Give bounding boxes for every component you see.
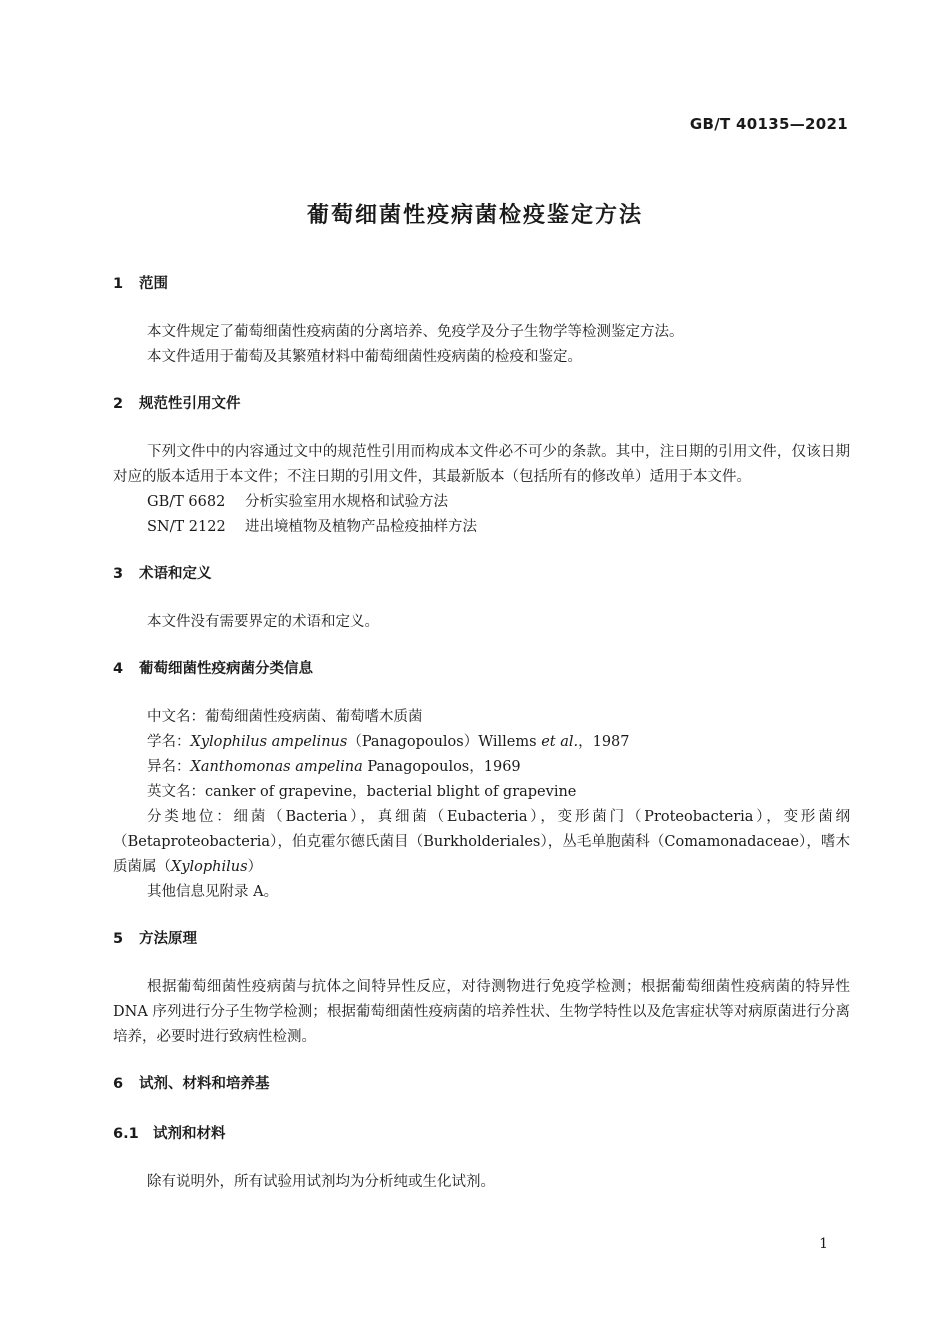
section-1-para-1: 本文件规定了葡萄细菌性疫病菌的分离培养、免疫学及分子生物学等检测鉴定方法。: [147, 324, 684, 340]
section-title: 术语和定义: [139, 566, 212, 582]
other-info: 其他信息见附录 A。: [147, 884, 279, 900]
section-title: 试剂和材料: [153, 1126, 226, 1142]
genus-name: Xylophilus: [171, 859, 248, 875]
section-number: 3: [113, 566, 124, 582]
section-number: 6.1: [113, 1126, 139, 1142]
synonym-name: Xanthomonas ampelina: [190, 759, 363, 775]
species-name: Xylophilus ampelinus: [190, 734, 348, 750]
section-3-heading: [113, 560, 850, 588]
synonym: [113, 755, 850, 780]
section-6-1-para-1: 除有说明外，所有试验用试剂均为分析纯或生化试剂。: [147, 1174, 495, 1190]
section-title: 范围: [139, 276, 168, 292]
section-number: 2: [113, 396, 124, 412]
taxonomy-text: 分类地位：细菌（Bacteria），真细菌（Eubacteria），变形菌门（Proteobacteria），变形菌纲（Betaproteobacteria），伯克霍尔德氏菌目（Burkholderiales），丛毛单胞菌科（Comamonadaceae），嗜木质菌属: [113, 809, 850, 875]
section-number: 6: [113, 1076, 124, 1092]
reference-item: [113, 490, 850, 515]
section-title: 葡萄细菌性疫病菌分类信息: [139, 661, 313, 677]
section-5-para-1: 根据葡萄细菌性疫病菌与抗体之间特异性反应，对待测物进行免疫学检测；根据葡萄细菌性疫病菌的特异性 DNA 序列进行分子生物学检测；根据葡萄细菌性疫病菌的培养性状、生物学特性以及危害症状等对病原菌进行分离培养，必要时进行致病性检测。: [113, 979, 850, 1045]
taxonomy: 分类地位：细菌（Bacteria），真细菌（Eubacteria），变形菌门（Proteobacteria），变形菌纲（Betaproteobacteria），伯克霍尔德氏菌目（Burkholderiales），丛毛单胞菌科（Comamonadaceae），嗜木质菌属（Xylophilus）: [113, 809, 850, 875]
author: （Panagopoulos）Willems: [347, 734, 542, 750]
section-1-heading: [113, 270, 850, 298]
document-title: 葡萄细菌性疫病菌检疫鉴定方法: [306, 203, 643, 228]
standard-code: GB/T 40135—2021: [689, 115, 848, 133]
scientific-name: [113, 730, 850, 755]
section-number: 5: [113, 931, 124, 947]
section-6-1-heading: [113, 1120, 850, 1148]
page-number: 1: [819, 1236, 828, 1252]
author: Panagopoulos，1969: [362, 759, 521, 775]
section-number: 1: [113, 276, 124, 292]
reference-code: SN/T 2122: [147, 519, 226, 535]
section-3-para-1: 本文件没有需要界定的术语和定义。: [147, 614, 379, 630]
section-title: 规范性引用文件: [139, 396, 241, 412]
section-2-para-1: 下列文件中的内容通过文中的规范性引用而构成本文件必不可少的条款。其中，注日期的引用文件，仅该日期对应的版本适用于本文件；不注日期的引用文件，其最新版本（包括所有的修改单）适用于本文件。: [113, 444, 850, 485]
reference-code: GB/T 6682: [147, 494, 226, 510]
section-title: 方法原理: [139, 931, 197, 947]
section-title: 试剂、材料和培养基: [139, 1076, 270, 1092]
english-name: 英文名：canker of grapevine，bacterial blight of grapevine: [147, 784, 577, 800]
section-1-para-2: 本文件适用于葡萄及其繁殖材料中葡萄细菌性疫病菌的检疫和鉴定。: [147, 349, 582, 365]
label: 学名：: [147, 734, 191, 750]
reference-title: 分析实验室用水规格和试验方法: [245, 494, 448, 510]
label: 异名：: [147, 759, 191, 775]
document-body: [113, 270, 850, 1195]
reference-title: 进出境植物及植物产品检疫抽样方法: [245, 519, 477, 535]
section-number: 4: [113, 661, 124, 677]
section-4-heading: [113, 655, 850, 683]
chinese-name: 中文名：葡萄细菌性疫病菌、葡萄嗜木质菌: [147, 709, 423, 725]
section-2-heading: [113, 390, 850, 418]
reference-item: [113, 515, 850, 540]
year: ，1987: [578, 734, 630, 750]
section-5-heading: [113, 925, 850, 953]
section-6-heading: [113, 1070, 850, 1098]
et-al: et al.: [541, 734, 579, 750]
